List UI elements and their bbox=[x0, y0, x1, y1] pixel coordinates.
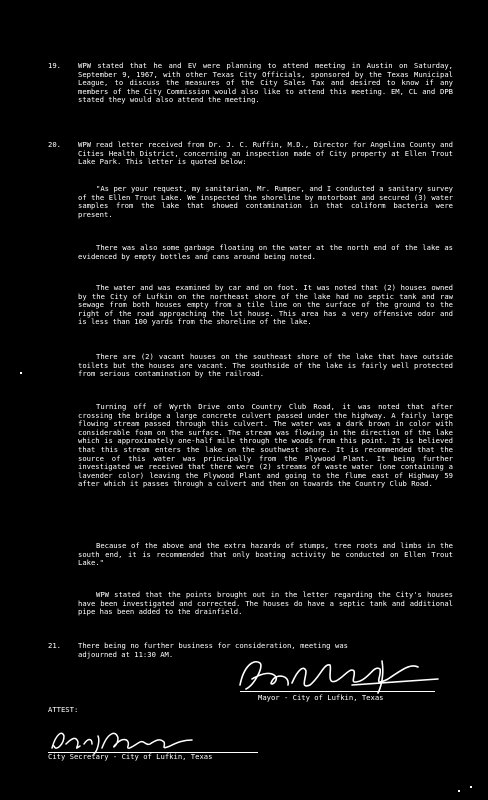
scan-speck bbox=[458, 790, 460, 792]
item-19-text: WPW stated that he and EV were planning to attend meeting in Austin on Saturday, September 9, 1967, with other Texas City Officials, sponsored by the Texas Municipal League, to discuss the measures of the City Sales Tax and desired to know if any members of the City Commission would also like to attend this meeting. EM, CL and DPB stated they would also attend the meeting. bbox=[78, 61, 453, 105]
letter-paragraph-3: The water and was examined by car and on foot. It was noted that (2) houses owned by the City of Lufkin on the northeast shore of the lake had no septic tank and raw sewage from both houses empty from a tile line on the surface of the ground to the right of the road approaching the lst house. This area has a very offensive odor and is less than 100 yards from the shoreline of the lake. bbox=[78, 283, 453, 327]
letter-paragraph-4: There are (2) vacant houses on the southeast shore of the lake that have outside toilets but the houses are vacant. The southside of the lake is fairly well protected from serious contamination by the railroad. bbox=[78, 352, 453, 379]
mayor-signature bbox=[232, 655, 442, 695]
letter-paragraph-1: "As per your request, my sanitarian, Mr. Rumper, and I conducted a sanitary survey of the Ellen Trout Lake. We inspected the shoreline by motorboat and secured (3) water samples from the lake that showed contamination in that coliform bacteria were present. bbox=[78, 184, 453, 219]
item-21-text: There being no further business for consideration, meeting was adjourned at 11:30 AM. bbox=[78, 641, 348, 659]
item-20-followup: WPW stated that the points brought out in the letter regarding the City's houses have been investigated and corrected. The houses do have a septic tank and additional pipe has been added to the drainfield. bbox=[78, 590, 453, 617]
letter-paragraph-6: Because of the above and the extra hazards of stumps, tree roots and limbs in the south end, it is recommended that only boating activity be conducted on Ellen Trout Lake." bbox=[78, 541, 453, 568]
item-number: 19. bbox=[48, 61, 61, 70]
secretary-caption: City Secretary - City of Lufkin, Texas bbox=[48, 752, 213, 761]
minutes-item-20 bbox=[48, 141, 453, 167]
attest-label: ATTEST: bbox=[48, 705, 79, 714]
mayor-caption: Mayor - City of Lufkin, Texas bbox=[258, 693, 384, 702]
letter-paragraph-2: There was also some garbage floating on the water at the north end of the lake as evidenced by empty bottles and cans around being noted. bbox=[78, 243, 453, 261]
item-number: 20. bbox=[48, 140, 61, 149]
scan-speck bbox=[20, 372, 22, 374]
letter-paragraph-5: Turning off of Wyrth Drive onto Country Club Road, it was noted that after crossing the bridge a large concrete culvert passed under the highway. A fairly large flowing stream passed through this culvert. The water was a dark brown in color with considerable foam on the surface. The stream was flowing in the direction of the lake which is approximately one-half mile through the woods from this point. It is believed that this stream enters the lake on the southwest shore. It is recommended that the source of this water was principally from the Plywood Plant. It being further investigated we received that there were (2) streams of waste water (one containing a lavender color) leaving the Plywood Plant and going to the flume east of Highway 59 after which it passes through a culvert and then on towards the Country Club Road. bbox=[78, 402, 453, 489]
scan-speck bbox=[470, 786, 472, 788]
item-20-intro: WPW read letter received from Dr. J. C. Ruffin, M.D., Director for Angelina County and Cities Health District, concerning an inspection made of City property at Ellen Trout Lake Park. This letter is quoted below: bbox=[78, 140, 453, 167]
item-number: 21. bbox=[48, 641, 61, 650]
minutes-item-19 bbox=[48, 62, 453, 105]
mayor-signature-line bbox=[240, 691, 435, 692]
